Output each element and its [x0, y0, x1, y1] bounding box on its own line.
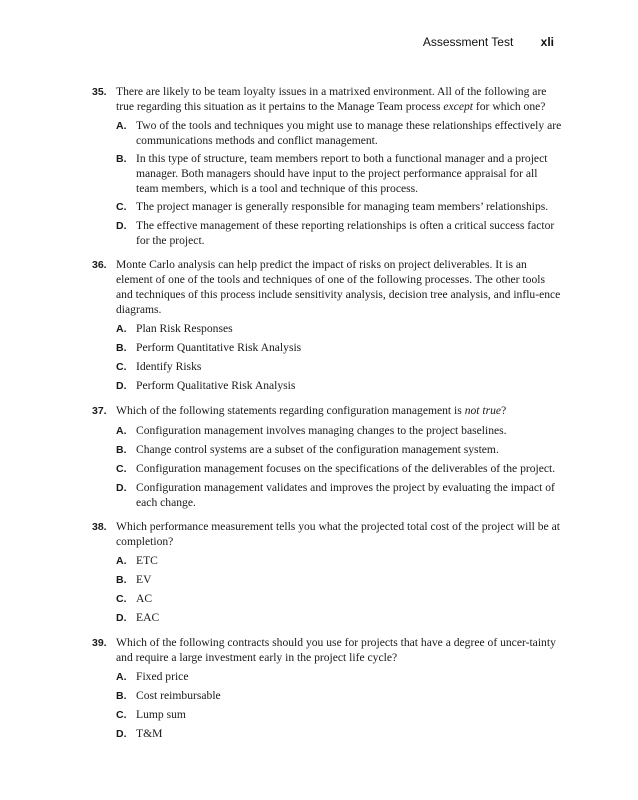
- question-37: [92, 403, 562, 510]
- question-number: 38.: [92, 521, 107, 533]
- option-d: D. T&M: [116, 727, 163, 740]
- option-a: A. Configuration management involves managing changes to the project baselines.: [116, 424, 507, 437]
- question-text: Which performance measurement tells you what the projected total cost of the project will be at completion?: [116, 520, 560, 548]
- answer-options: [116, 321, 562, 394]
- question-text: Which of the following contracts should you use for projects that have a degree of uncer-tainty and require a large investment early in the project life cycle?: [116, 636, 556, 664]
- option-a: A. Two of the tools and techniques you might use to manage these relationships effectively are communications methods and conflict management.: [116, 119, 562, 147]
- question-36: [92, 257, 562, 394]
- option-c: C. Lump sum: [116, 708, 186, 721]
- answer-options: [116, 669, 562, 742]
- question-text: Which of the following statements regarding configuration management is not true?: [116, 404, 507, 417]
- option-b: B. In this type of structure, team members report to both a functional manager and a project manager. Both managers should have input to the project performance appraisal for all team members, which is a tool and technique of this process.: [116, 152, 548, 195]
- running-header: [423, 35, 554, 49]
- header-title: Assessment Test: [422, 35, 514, 49]
- option-b: B. Cost reimbursable: [116, 689, 221, 702]
- question-39: [92, 635, 562, 742]
- page-number: xli: [540, 35, 554, 49]
- option-a: A. ETC: [116, 554, 158, 567]
- emphasis-text: not true: [464, 404, 502, 417]
- question-text: Monte Carlo analysis can help predict the impact of risks on project deliverables. It is an element of one of the tools and techniques of one of the following processes. The other tools and techniques of this process include sensitivity analysis, decision tree analysis, and influ-ence diagrams.: [116, 258, 561, 316]
- option-b: B. Change control systems are a subset of the configuration management system.: [116, 443, 499, 456]
- question-38: [92, 519, 562, 626]
- question-number: 36.: [92, 259, 107, 271]
- option-d: D. The effective management of these reporting relationships is often a critical success factor for the project.: [116, 219, 555, 247]
- option-b: B. EV: [116, 573, 152, 586]
- answer-options: [116, 118, 562, 248]
- option-d: D. Perform Qualitative Risk Analysis: [116, 379, 296, 392]
- question-list: [92, 84, 562, 751]
- option-d: D. EAC: [116, 611, 160, 624]
- option-d: D. Configuration management validates and improves the project by evaluating the impact of each change.: [116, 481, 555, 509]
- question-text: There are likely to be team loyalty issues in a matrixed environment. All of the following are true regarding this situation as it pertains to the Manage Team process except for which one?: [116, 85, 547, 113]
- option-c: C. The project manager is generally responsible for managing team members’ relationships.: [116, 200, 549, 213]
- option-a: A. Fixed price: [116, 670, 189, 683]
- option-c: C. AC: [116, 592, 153, 605]
- question-number: 37.: [92, 405, 107, 417]
- emphasis-text: except: [443, 100, 473, 113]
- option-c: C. Configuration management focuses on the specifications of the deliverables of the project.: [116, 462, 556, 475]
- question-number: 35.: [92, 86, 107, 98]
- option-b: B. Perform Quantitative Risk Analysis: [116, 341, 302, 354]
- answer-options: [116, 423, 562, 510]
- option-c: C. Identify Risks: [116, 360, 202, 373]
- answer-options: [116, 553, 562, 626]
- option-a: A. Plan Risk Responses: [116, 322, 233, 335]
- question-number: 39.: [92, 637, 107, 649]
- question-35: [92, 84, 562, 248]
